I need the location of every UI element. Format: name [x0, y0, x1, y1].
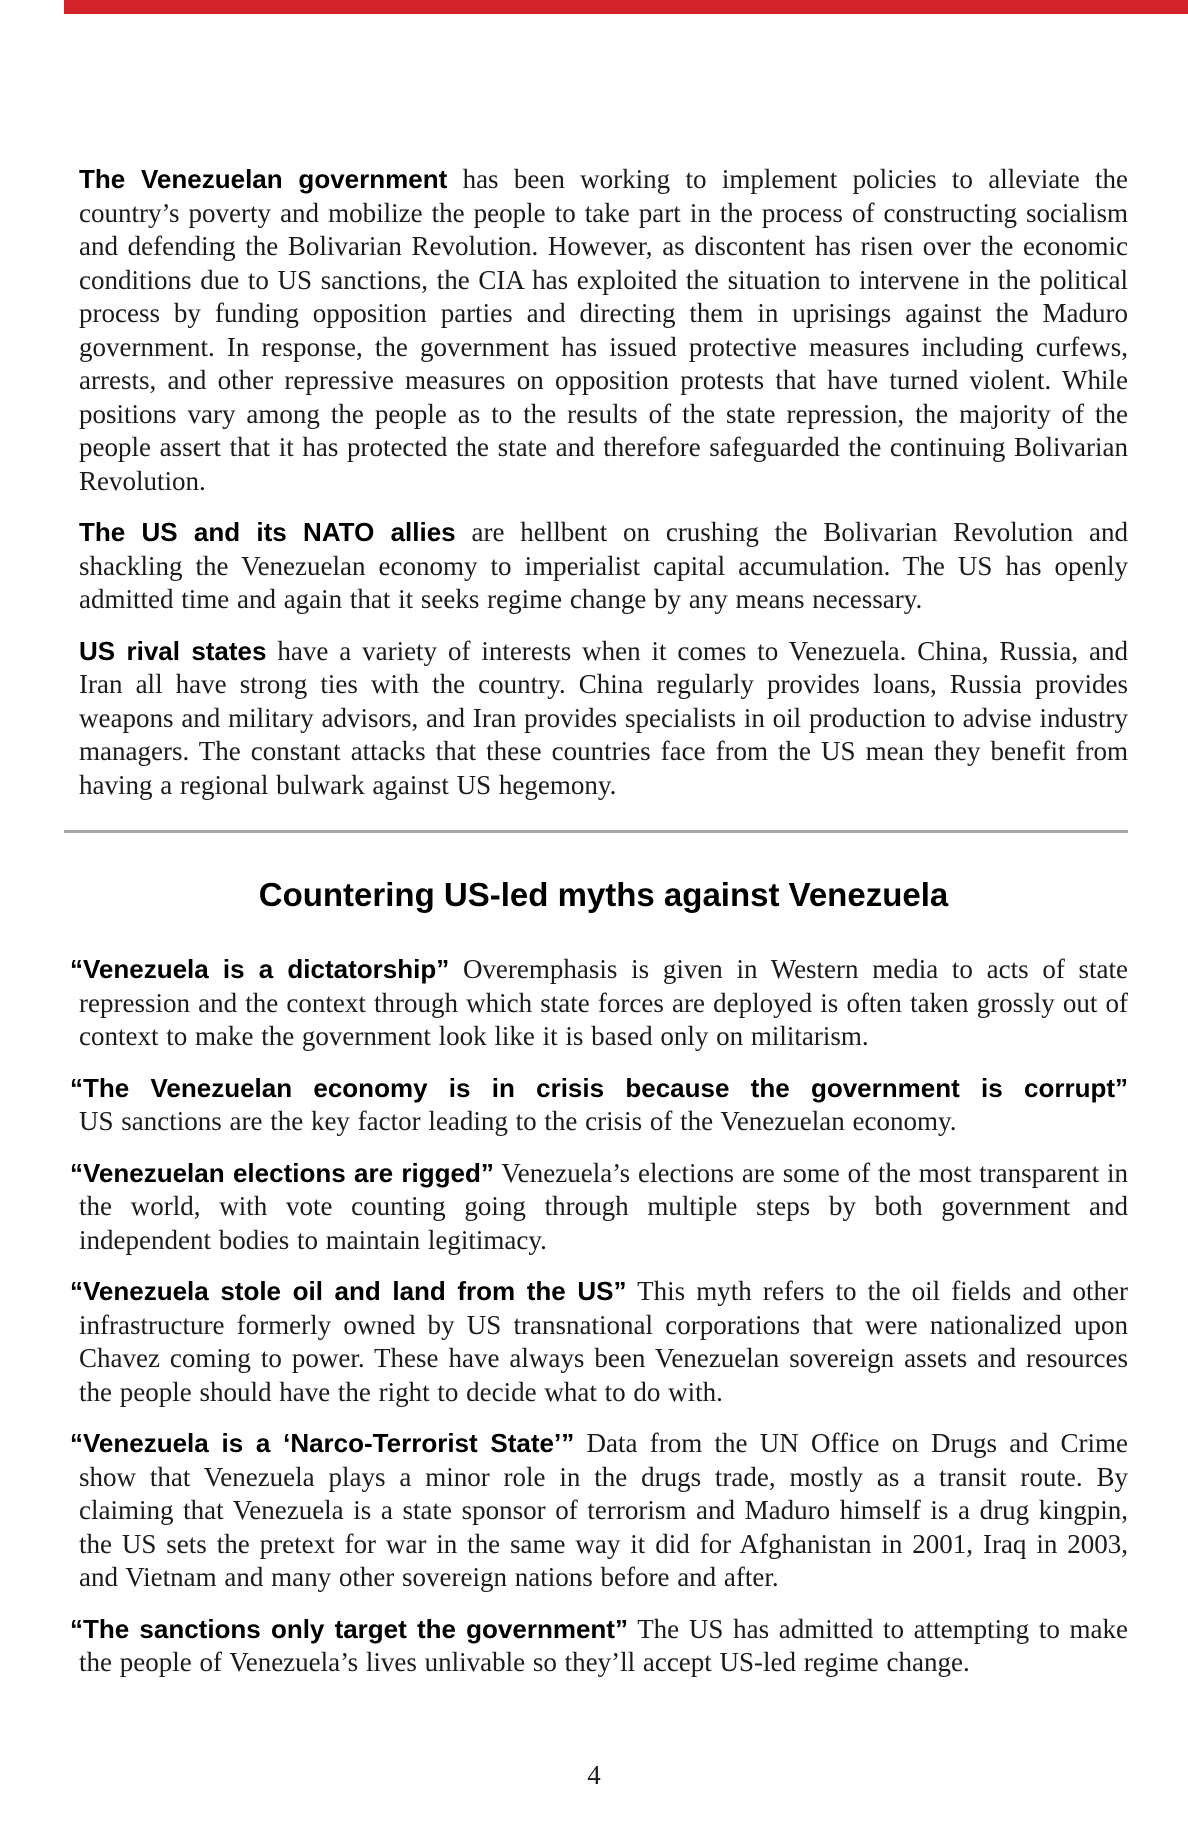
- page-number: 4: [587, 1760, 601, 1790]
- myth-paragraph: [70, 1157, 1129, 1258]
- myth-paragraph: [70, 1613, 1129, 1680]
- myth-text: Venezuela’s elections are some of the most transparent in the world, with vote counting going through multiple steps by both government and independent bodies to maintain legitimacy.: [79, 1157, 1129, 1255]
- myth-paragraph: [70, 1275, 1128, 1409]
- red-top-bar: [64, 0, 1188, 14]
- myth-text: Data from the UN Office on Drugs and Crime show that Venezuela plays a minor role in the drugs trade, mostly as a transit route. By claiming that Venezuela is a state sponsor of terrorism and Maduro himself is a drug kingpin, the US sets the pretext for war in the same way it did for Afghanistan in 2001, Iraq in 2003, and Vietnam and many other sovereign nations before and after.: [79, 1428, 1128, 1592]
- intro-paragraph: [79, 516, 1128, 617]
- myth-text: Overemphasis is given in Western media to acts of state repression and the context through which state forces are deployed is often taken grossly out of context to make the government look like it is based only on militarism.: [79, 954, 1128, 1051]
- paragraph-text: have a variety of interests when it comes to Venezuela. China, Russia, and Iran all have strong ties with the country. China regularly provides loans, Russia provides weapons and military advisors, and Iran provides specialists in oil production to advise industry managers. The constant attacks that these countries face from the US mean they benefit from having a regional bulwark against US hegemony.: [79, 635, 1128, 800]
- myth-lead: “The Venezuelan economy is in crisis because the government is corrupt”: [70, 1072, 1128, 1103]
- section-heading: Countering US-led myths against Venezuela: [258, 876, 949, 913]
- page-content: [70, 163, 1129, 1698]
- paragraph-text: has been working to implement policies to alleviate the country’s poverty and mobilize the people to take part in the process of constructing socialism and defending the Bolivarian Revolution. However, as discontent has risen over the economic conditions due to US sanctions, the CIA has exploited the situation to intervene in the political process by funding opposition parties and directing them in uprisings against the Maduro government. In response, the government has issued protective measures including curfews, arrests, and other repressive measures on opposition protests that have turned violent. While positions vary among the people as to the results of the state repression, the majority of the people assert that it has protected the state and therefore safeguarded the continuing Bolivarian Revolution.: [79, 164, 1129, 496]
- paragraph-lead: The Venezuelan government: [79, 164, 448, 194]
- intro-paragraph: [79, 635, 1128, 803]
- myth-paragraph: [70, 953, 1128, 1054]
- myth-text: The US has admitted to attempting to make the people of Venezuela’s lives unlivable so they’ll accept US-led regime change.: [79, 1613, 1129, 1677]
- myth-lead: “Venezuela is a dictatorship”: [70, 954, 450, 984]
- paragraph-lead: The US and its NATO allies: [79, 517, 456, 547]
- myth-paragraph: [70, 1427, 1128, 1595]
- myth-lead: “Venezuela is a ‘Narco-Terrorist State’”: [70, 1428, 575, 1458]
- myth-text: US sanctions are the key factor leading to the crisis of the Venezuelan economy.: [79, 1106, 957, 1136]
- myth-paragraph: [70, 1072, 1128, 1139]
- section-divider: [64, 830, 1128, 833]
- myth-lead: “Venezuelan elections are rigged”: [70, 1157, 494, 1188]
- paragraph-text: are hellbent on crushing the Bolivarian Revolution and shackling the Venezuelan economy to imperialist capital accumulation. The US has openly admitted time and again that it seeks regime change by any means necessary.: [79, 517, 1129, 614]
- myth-lead: “Venezuela stole oil and land from the US”: [70, 1276, 627, 1306]
- paragraph-lead: US rival states: [79, 635, 267, 666]
- myth-lead: “The sanctions only target the government”: [70, 1613, 628, 1644]
- intro-paragraph: [79, 163, 1128, 498]
- myth-text: This myth refers to the oil fields and other infrastructure formerly owned by US transnational corporations that were nationalized upon Chavez coming to power. These have always been Venezuelan sovereign assets and resources the people should have the right to decide what to do with.: [79, 1276, 1128, 1407]
